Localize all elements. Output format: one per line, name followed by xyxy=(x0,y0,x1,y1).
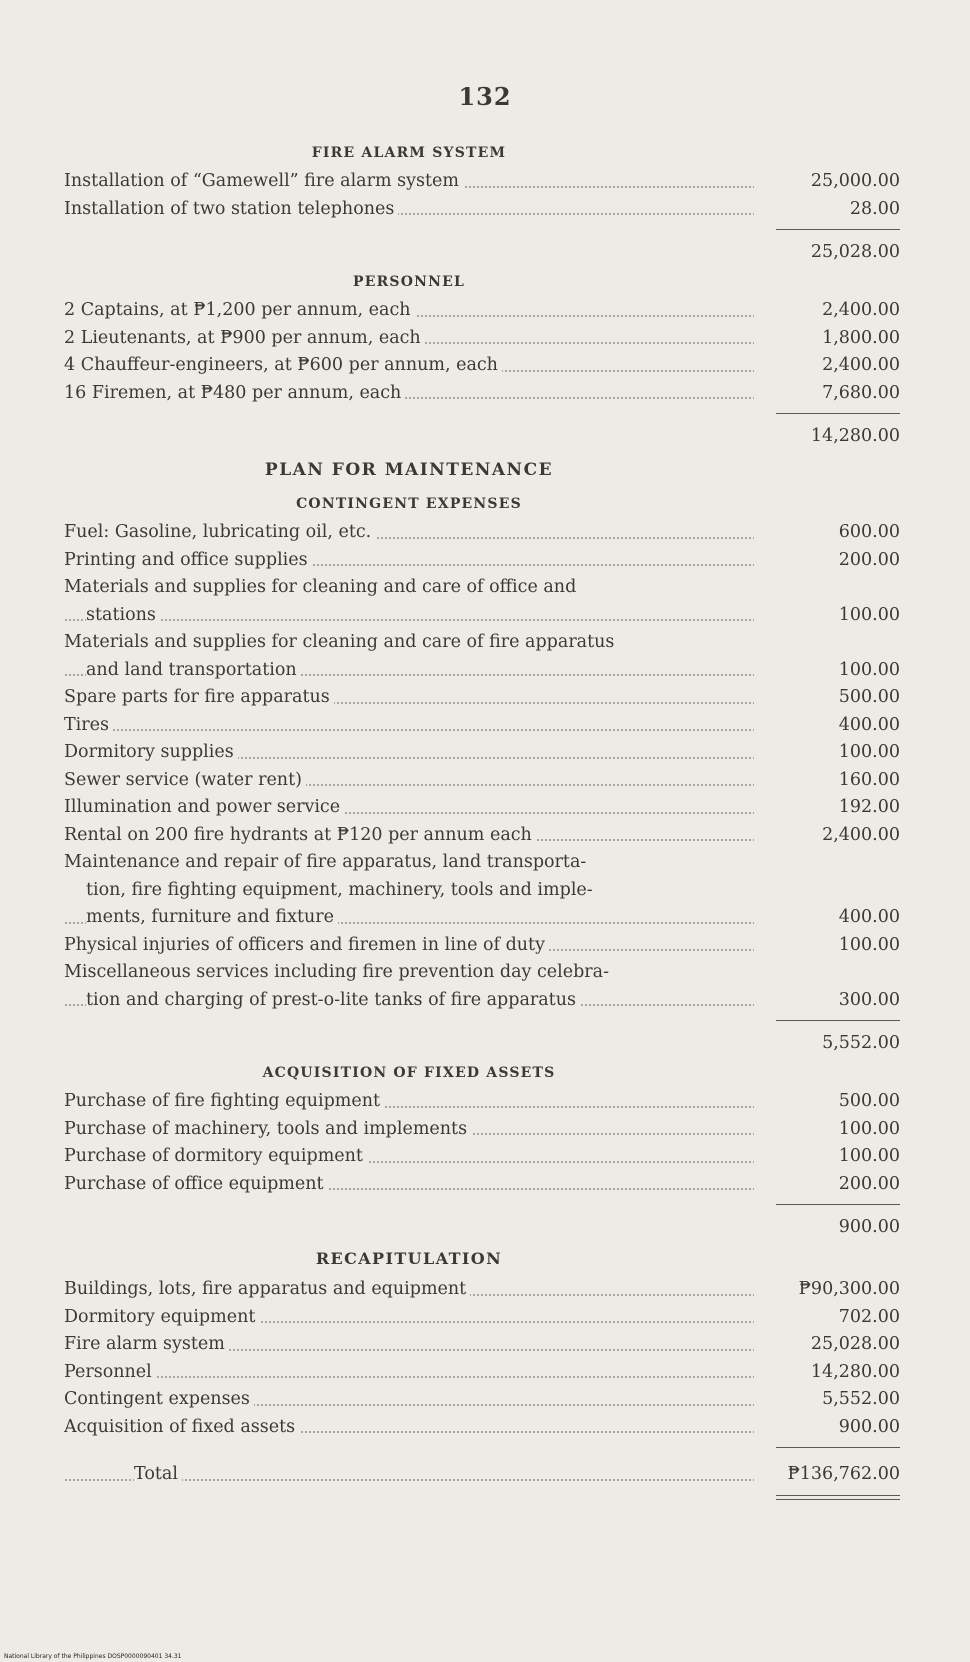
line-item xyxy=(64,1171,900,1199)
line-item-label xyxy=(64,325,754,353)
line-item xyxy=(64,1331,900,1359)
line-item xyxy=(64,767,900,795)
rule-line xyxy=(776,229,900,230)
line-item-text: Purchase of machinery, tools and implements xyxy=(64,1119,471,1139)
line-item-text: Printing and office supplies xyxy=(64,550,312,570)
line-item-amount: 900.00 xyxy=(838,1416,900,1437)
line-item xyxy=(64,712,900,740)
line-item-amount: 500.00 xyxy=(838,1091,900,1111)
line-item xyxy=(64,380,900,408)
section-heading: FIRE ALARM SYSTEM xyxy=(311,145,507,161)
line-item xyxy=(64,574,900,629)
line-item-text: Purchase of office equipment xyxy=(64,1174,328,1194)
line-item-label xyxy=(64,1331,754,1359)
line-item-label xyxy=(64,1414,754,1442)
subtotal-rule xyxy=(64,1014,900,1028)
line-item-label xyxy=(64,739,754,767)
subtotal-rule xyxy=(64,1198,900,1212)
total-double-rule xyxy=(64,1489,900,1503)
line-item-text: Fire alarm system xyxy=(64,1334,229,1354)
line-item-text: Personnel xyxy=(64,1362,156,1382)
section-heading: RECAPITULATION xyxy=(315,1249,503,1268)
line-item-label xyxy=(64,196,754,224)
line-item xyxy=(64,959,900,1014)
line-item-amount: 400.00 xyxy=(838,714,900,735)
budget-document xyxy=(64,138,900,1503)
line-item-continuation-text: tion and charging of prest-o-lite tanks of fire apparatus xyxy=(86,990,580,1010)
section-heading: PLAN FOR MAINTENANCE xyxy=(264,460,554,480)
line-item-continuation-text: and land transportation xyxy=(86,660,301,680)
line-item-amount: 5,552.00 xyxy=(822,1389,900,1409)
section-heading: ACQUISITION OF FIXED ASSETS xyxy=(262,1065,556,1081)
line-item-label xyxy=(64,297,754,325)
line-item-amount: 200.00 xyxy=(838,1173,900,1194)
line-item-continuation-text: stations xyxy=(86,605,160,625)
line-item-amount: 28.00 xyxy=(849,198,900,219)
line-item xyxy=(64,932,900,960)
line-item-text: 16 Firemen, at ₱480 per annum, each xyxy=(64,383,405,403)
line-item-text: Illumination and power service xyxy=(64,797,344,817)
line-item-amount: 2,400.00 xyxy=(822,355,900,375)
line-item-label xyxy=(64,629,754,684)
line-item-amount: 300.00 xyxy=(838,989,900,1010)
total-text: Total xyxy=(134,1464,182,1484)
line-item-amount: 1,800.00 xyxy=(822,327,900,348)
line-item-label xyxy=(64,352,754,380)
line-item-amount: 100.00 xyxy=(838,659,900,680)
rule-line xyxy=(776,1204,900,1205)
line-item-amount: 600.00 xyxy=(838,522,900,542)
line-item xyxy=(64,1276,900,1304)
line-item xyxy=(64,794,900,822)
line-item xyxy=(64,547,900,575)
line-item-amount: 100.00 xyxy=(838,604,900,625)
rule-line xyxy=(776,413,900,414)
line-item-text: Fuel: Gasoline, lubricating oil, etc. xyxy=(64,522,375,542)
line-item-amount: 25,000.00 xyxy=(810,171,900,191)
total-row xyxy=(64,1461,900,1489)
line-item-amount: 160.00 xyxy=(838,769,900,790)
line-item-text: Sewer service (water rent) xyxy=(64,770,306,790)
rule-line xyxy=(776,1447,900,1448)
line-item-text: 4 Chauffeur-engineers, at ₱600 per annum, each xyxy=(64,355,502,375)
line-item-amount: 200.00 xyxy=(838,549,900,570)
line-item-text: Purchase of dormitory equipment xyxy=(64,1146,367,1166)
line-item-label xyxy=(64,547,754,575)
subtotal-rule xyxy=(64,223,900,237)
line-item xyxy=(64,196,900,224)
line-item-label xyxy=(64,1276,754,1304)
line-item-text: Installation of “Gamewell” fire alarm system xyxy=(64,171,463,191)
line-item-text: Contingent expenses xyxy=(64,1389,254,1409)
line-item-continuation xyxy=(64,657,754,685)
line-item-text: Materials and supplies for cleaning and care of fire apparatus xyxy=(64,629,754,657)
section-subtotal: 14,280.00 xyxy=(810,426,900,446)
line-item-label xyxy=(64,1171,754,1199)
line-item-text: 2 Captains, at ₱1,200 per annum, each xyxy=(64,300,415,320)
line-item-text: Materials and supplies for cleaning and care of office and xyxy=(64,574,754,602)
line-item xyxy=(64,822,900,850)
line-item-label xyxy=(64,932,754,960)
line-item-amount: 2,400.00 xyxy=(822,300,900,320)
line-item-amount: 2,400.00 xyxy=(822,824,900,845)
line-item xyxy=(64,1088,900,1116)
line-item-amount: 100.00 xyxy=(838,934,900,955)
line-item-text: Acquisition of fixed assets xyxy=(64,1417,299,1437)
section-subtotal: 25,028.00 xyxy=(810,242,900,262)
line-item xyxy=(64,297,900,325)
rule-line xyxy=(776,1020,900,1021)
line-item xyxy=(64,849,900,932)
double-rule-line xyxy=(776,1495,900,1500)
page-number: 132 xyxy=(458,82,512,111)
line-item-continuation-text: ments, furniture and fixture xyxy=(86,907,338,927)
line-item-amount: 100.00 xyxy=(838,1146,900,1166)
line-item-text: 2 Lieutenants, at ₱900 per annum, each xyxy=(64,328,425,348)
line-item-label xyxy=(64,712,754,740)
line-item xyxy=(64,1386,900,1414)
line-item-label xyxy=(64,959,754,1014)
line-item xyxy=(64,168,900,196)
line-item-amount: 100.00 xyxy=(838,742,900,762)
line-item-label xyxy=(64,519,754,547)
line-item-continuation xyxy=(64,877,754,905)
line-item-amount: 14,280.00 xyxy=(810,1361,900,1382)
line-item-continuation xyxy=(64,904,754,932)
section-subtotal: 900.00 xyxy=(838,1217,900,1237)
line-item-amount: 400.00 xyxy=(838,907,900,927)
library-footer: National Library of the Philippines DOSP0000090401 34.31 xyxy=(4,1653,182,1660)
line-item-label xyxy=(64,1386,754,1414)
line-item xyxy=(64,1359,900,1387)
line-item-amount: ₱90,300.00 xyxy=(798,1279,900,1299)
line-item-text: Purchase of fire fighting equipment xyxy=(64,1091,384,1111)
line-item-label xyxy=(64,1304,754,1332)
line-item-text: Maintenance and repair of fire apparatus, land transporta- xyxy=(64,849,754,877)
line-item-label xyxy=(64,574,754,629)
line-item-amount: 25,028.00 xyxy=(810,1334,900,1354)
line-item-label xyxy=(64,1116,754,1144)
line-item xyxy=(64,1414,900,1442)
section-heading: CONTINGENT EXPENSES xyxy=(296,496,522,512)
line-item-text: Installation of two station telephones xyxy=(64,199,398,219)
line-item-text: Dormitory supplies xyxy=(64,742,238,762)
total-rule xyxy=(64,1441,900,1455)
line-item xyxy=(64,629,900,684)
line-item-amount: 100.00 xyxy=(838,1118,900,1139)
line-item-text: Miscellaneous services including fire prevention day celebra- xyxy=(64,959,754,987)
line-item xyxy=(64,739,900,767)
line-item-label xyxy=(64,1143,754,1171)
total-label xyxy=(64,1461,754,1489)
line-item-label xyxy=(64,1088,754,1116)
line-item-label xyxy=(64,767,754,795)
line-item xyxy=(64,325,900,353)
subtotal-rule xyxy=(64,407,900,421)
line-item xyxy=(64,1143,900,1171)
line-item-continuation-text: tion, fire fighting equipment, machinery, tools and imple- xyxy=(86,880,597,900)
line-item-text: Spare parts for fire apparatus xyxy=(64,687,334,707)
line-item-amount: 7,680.00 xyxy=(822,382,900,403)
line-item-label xyxy=(64,380,754,408)
line-item-text: Dormitory equipment xyxy=(64,1307,259,1327)
line-item-continuation xyxy=(64,987,754,1015)
line-item-amount: 702.00 xyxy=(838,1306,900,1327)
total-amount: ₱136,762.00 xyxy=(787,1464,900,1484)
section-heading: PERSONNEL xyxy=(352,274,466,290)
line-item-amount: 500.00 xyxy=(838,687,900,707)
line-item-label xyxy=(64,849,754,932)
line-item-label xyxy=(64,822,754,850)
line-item-label xyxy=(64,684,754,712)
line-item-label xyxy=(64,168,754,196)
line-item xyxy=(64,1116,900,1144)
line-item-text: Physical injuries of officers and firemen in line of duty xyxy=(64,935,549,955)
line-item xyxy=(64,519,900,547)
line-item-text: Buildings, lots, fire apparatus and equipment xyxy=(64,1279,470,1299)
line-item-continuation xyxy=(64,602,754,630)
section-subtotal: 5,552.00 xyxy=(822,1033,900,1053)
line-item-label xyxy=(64,1359,754,1387)
line-item-text: Tires xyxy=(64,715,113,735)
line-item-label xyxy=(64,794,754,822)
line-item-amount: 192.00 xyxy=(838,797,900,817)
line-item xyxy=(64,352,900,380)
line-item-text: Rental on 200 fire hydrants at ₱120 per annum each xyxy=(64,825,536,845)
line-item xyxy=(64,1304,900,1332)
line-item xyxy=(64,684,900,712)
